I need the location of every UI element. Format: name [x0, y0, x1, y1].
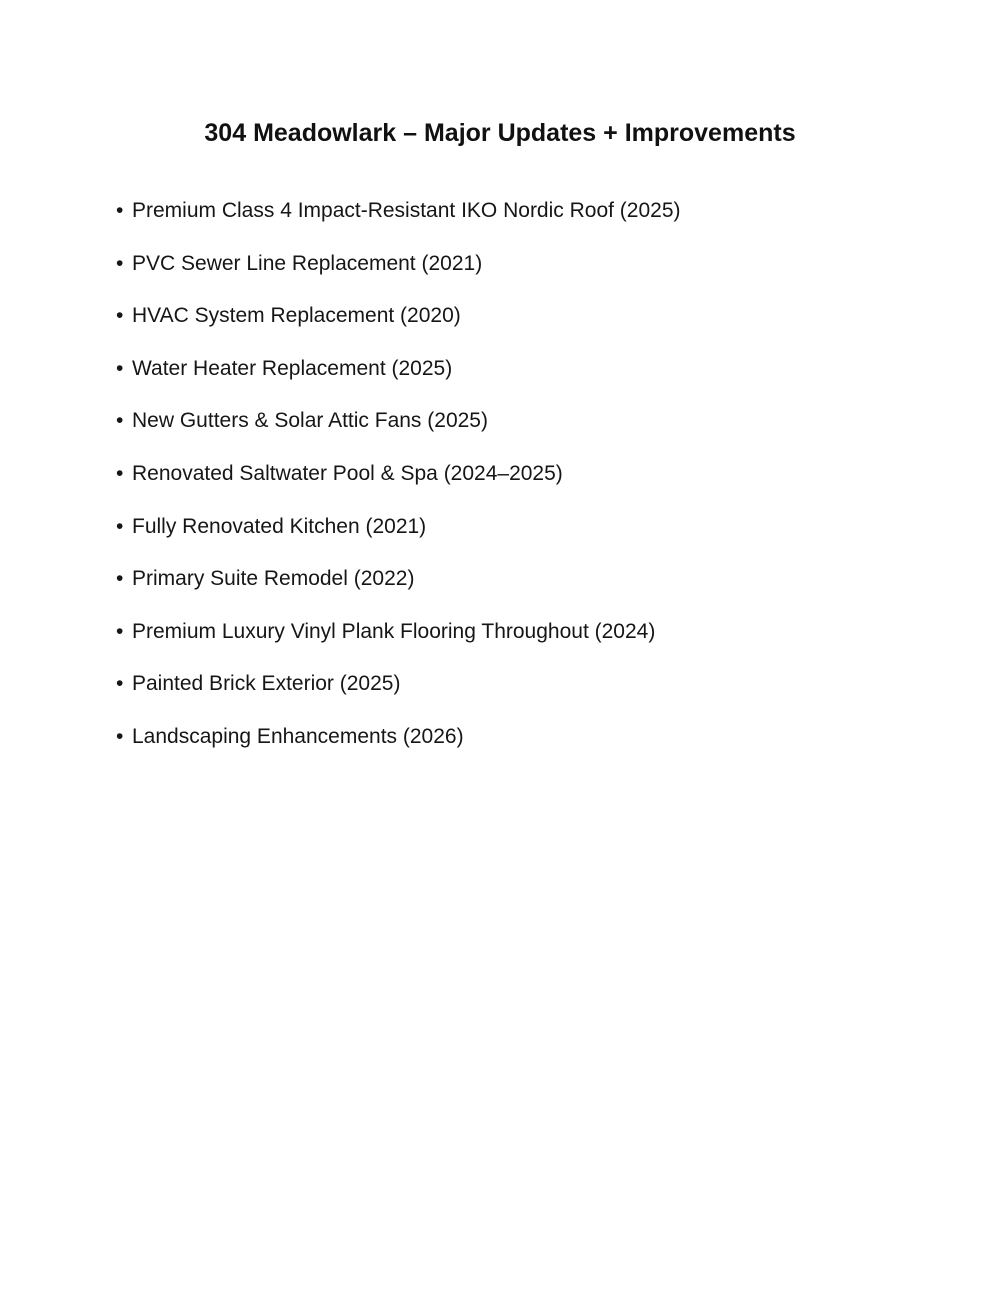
- bullet-icon: •: [116, 514, 124, 538]
- list-item: [116, 669, 681, 722]
- list-item-text: Premium Luxury Vinyl Plank Flooring Throughout (2024): [132, 619, 656, 643]
- bullet-icon: •: [116, 199, 124, 222]
- list-item-text: Painted Brick Exterior (2025): [132, 672, 401, 696]
- bullet-icon: •: [116, 672, 124, 696]
- bullet-icon: •: [116, 251, 124, 275]
- list-item: [116, 406, 681, 459]
- improvements-list: [116, 196, 681, 775]
- bullet-icon: •: [116, 304, 124, 328]
- bullet-icon: •: [116, 356, 124, 380]
- list-item-text: Water Heater Replacement (2025): [132, 356, 453, 380]
- document-title: 304 Meadowlark – Major Updates + Improvements: [204, 119, 796, 147]
- bullet-icon: •: [116, 461, 124, 485]
- list-item-text: Landscaping Enhancements (2026): [132, 724, 464, 748]
- list-item: [116, 354, 681, 407]
- list-item-text: PVC Sewer Line Replacement (2021): [132, 251, 483, 275]
- bullet-icon: •: [116, 724, 124, 748]
- list-item: [116, 196, 681, 249]
- list-item-text: Renovated Saltwater Pool & Spa (2024–2025): [132, 461, 563, 485]
- list-item: [116, 249, 681, 302]
- list-item-text: Fully Renovated Kitchen (2021): [132, 514, 427, 538]
- list-item-text: HVAC System Replacement (2020): [132, 304, 461, 328]
- list-item: [116, 564, 681, 617]
- list-item: [116, 512, 681, 565]
- list-item: [116, 617, 681, 670]
- list-item: [116, 301, 681, 354]
- list-item: [116, 459, 681, 512]
- list-item: [116, 722, 681, 775]
- list-item-text: Premium Class 4 Impact-Resistant IKO Nordic Roof (2025): [132, 199, 681, 222]
- bullet-icon: •: [116, 567, 124, 591]
- list-item-text: Primary Suite Remodel (2022): [132, 567, 415, 591]
- bullet-icon: •: [116, 619, 124, 643]
- bullet-icon: •: [116, 409, 124, 433]
- list-item-text: New Gutters & Solar Attic Fans (2025): [132, 409, 488, 433]
